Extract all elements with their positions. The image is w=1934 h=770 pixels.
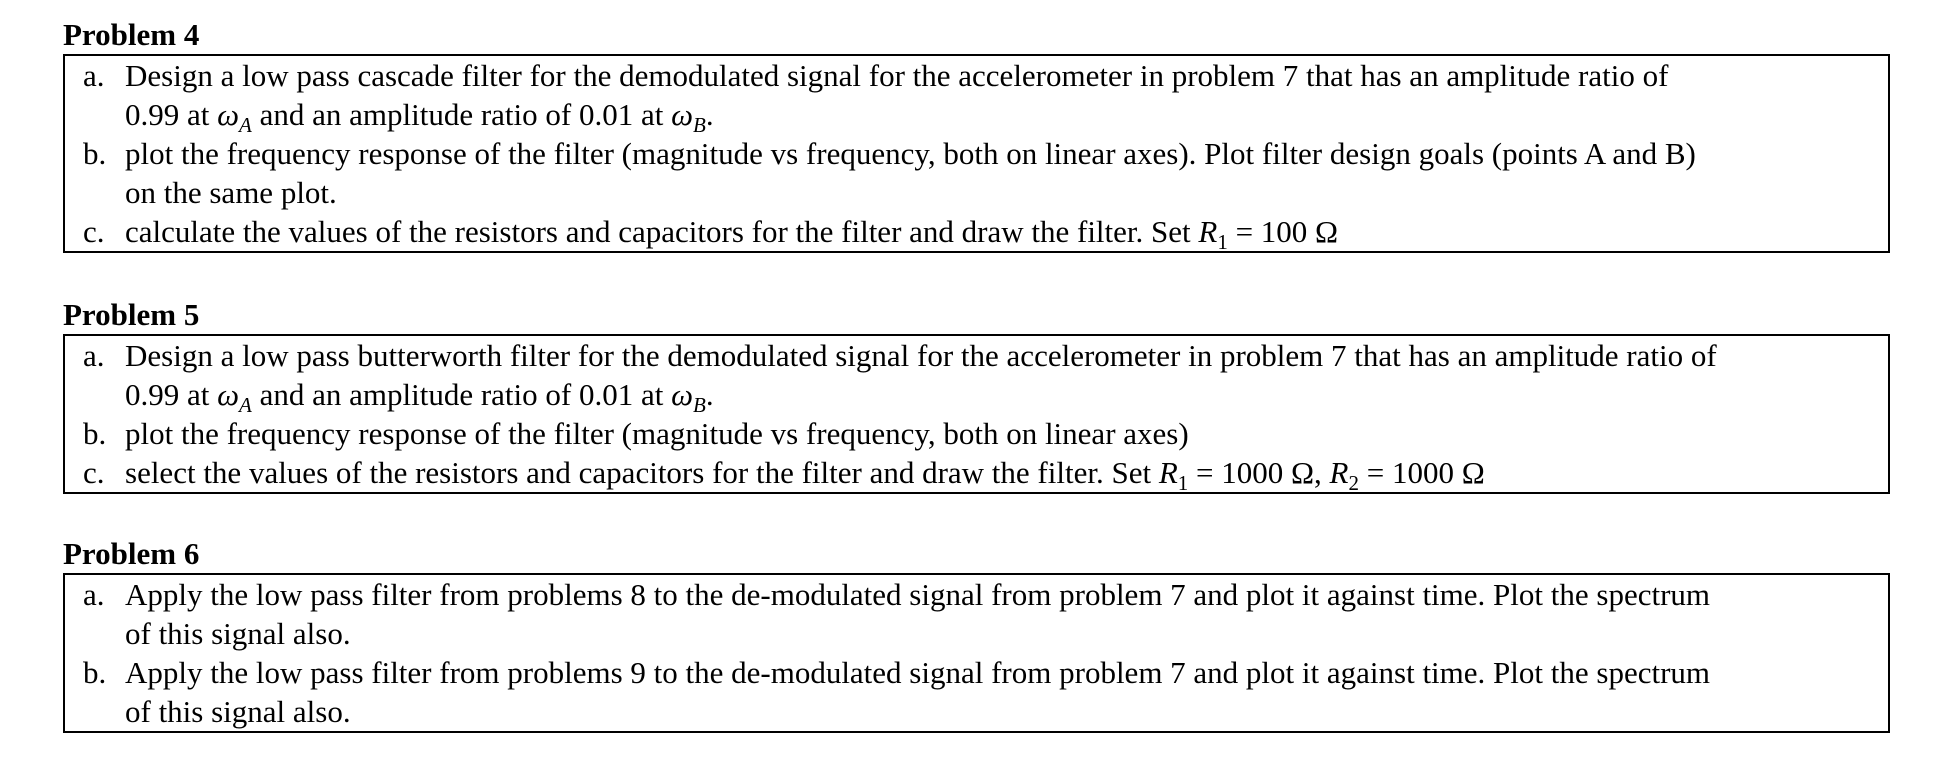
item-letter: c. [83,214,105,249]
item-text-line2: 0.99 at $\omega_A$ and an amplitude ratio of 0.01 at $\omega_B$. [125,377,714,417]
problem-4-item-b [65,134,1888,212]
item-text-line1: Apply the low pass filter from problems 8 to the de-modulated signal from problem 7 and plot it against time. Plot the spectrum [125,577,1711,612]
problem-4-box [63,54,1890,253]
item-letter: c. [83,455,105,490]
item-text-line1: select the values of the resistors and capacitors for the filter and draw the filter. Set $R_1 = 1000$ Ω, $R_2 = 1000$ Ω [125,455,1485,495]
problem-6-item-b [65,653,1888,731]
item-text-line2: of this signal also. [125,616,351,651]
problem-5-item-b [65,414,1888,453]
item-text-line1: Design a low pass butterworth filter for the demodulated signal for the accelerometer in problem 7 that has an amplitude ratio of [125,338,1717,373]
item-text-line1: Apply the low pass filter from problems 9 to the de-modulated signal from problem 7 and plot it against time. Plot the spectrum [125,655,1711,690]
item-text-line2: on the same plot. [125,175,337,210]
problem-4-section [63,16,1890,253]
item-text-line1: Design a low pass cascade filter for the demodulated signal for the accelerometer in problem 7 that has an amplitude ratio of [125,58,1669,93]
item-letter: a. [83,338,105,373]
item-text-line2: 0.99 at $\omega_A$ and an amplitude ratio of 0.01 at $\omega_B$. [125,97,714,137]
item-letter: a. [83,58,105,93]
problem-4-item-a [65,56,1888,137]
item-text-line1: plot the frequency response of the filter (magnitude vs frequency, both on linear axes) [125,416,1189,451]
item-letter: a. [83,577,105,612]
item-text-line1: calculate the values of the resistors and capacitors for the filter and draw the filter. Set $R_1 = 100$ Ω [125,214,1339,254]
problem-title: Problem 4 [63,17,200,52]
item-letter: b. [83,136,107,171]
item-letter: b. [83,416,107,451]
problem-6-item-a [65,575,1888,653]
problem-4-item-c [65,212,1888,254]
problem-5-item-c [65,453,1888,495]
problem-title: Problem 6 [63,536,200,571]
problem-5-box [63,334,1890,494]
problem-5-item-a [65,336,1888,417]
problem-6-section [63,535,1890,733]
item-letter: b. [83,655,107,690]
item-text-line2: of this signal also. [125,694,351,729]
problem-title: Problem 5 [63,297,200,332]
item-text-line1: plot the frequency response of the filter (magnitude vs frequency, both on linear axes). Plot filter design goals (points A and B) [125,136,1696,171]
problem-6-box [63,573,1890,733]
problem-5-section [63,296,1890,494]
